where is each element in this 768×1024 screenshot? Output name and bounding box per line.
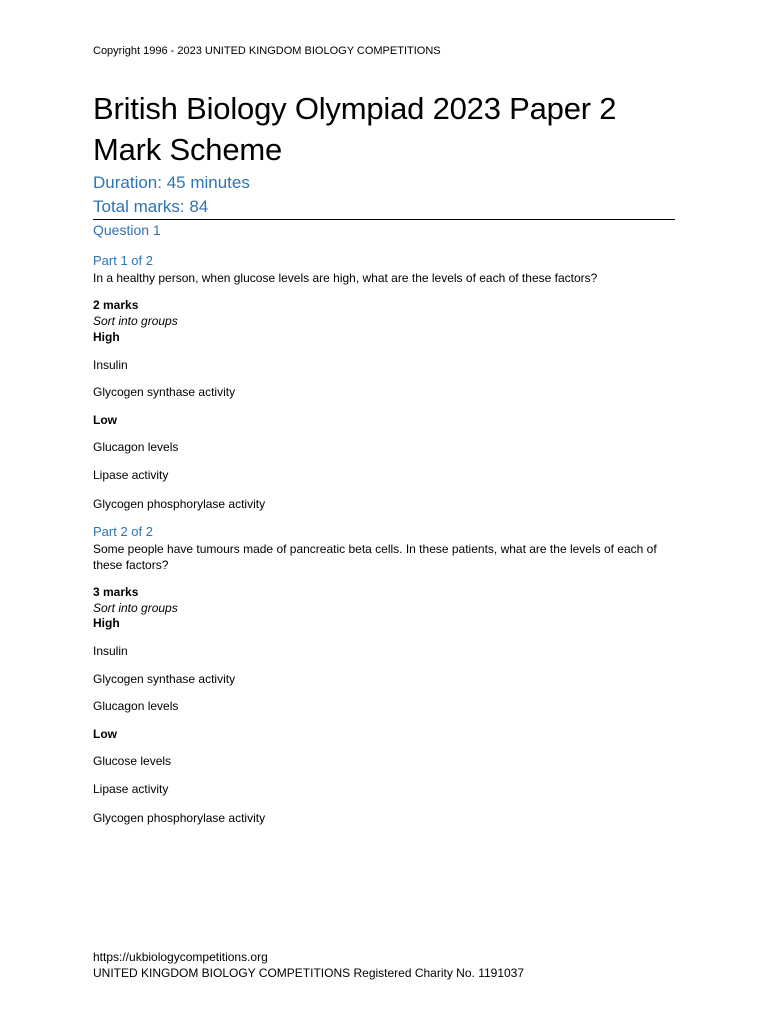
part-2-high-item[interactable]: Glucagon levels bbox=[93, 699, 179, 713]
footer-charity-notice: UNITED KINGDOM BIOLOGY COMPETITIONS Registered Charity No. 1191037 bbox=[93, 966, 525, 980]
part-1-instruction: Sort into groups bbox=[93, 314, 178, 328]
part-1-prompt: In a healthy person, when glucose levels are high, what are the levels of each of these factors? bbox=[93, 271, 598, 285]
part-1-group-low-label: Low bbox=[93, 413, 117, 427]
document-page bbox=[93, 0, 675, 1024]
heading-divider bbox=[93, 219, 675, 220]
document-title: British Biology Olympiad 2023 Paper 2 Mark Scheme bbox=[93, 91, 617, 167]
footer-website-url[interactable]: https://ukbiologycompetitions.org bbox=[93, 950, 268, 964]
part-2-low-item[interactable]: Glucose levels bbox=[93, 754, 172, 768]
copyright-notice: Copyright 1996 - 2023 UNITED KINGDOM BIOLOGY COMPETITIONS bbox=[93, 45, 441, 57]
part-2-marks: 3 marks bbox=[93, 585, 139, 599]
part-2-low-item[interactable]: Glycogen phosphorylase activity bbox=[93, 811, 266, 825]
total-marks-text: Total marks: 84 bbox=[93, 197, 209, 216]
part-2-low-item[interactable]: Lipase activity bbox=[93, 782, 169, 796]
part-1-heading: Part 1 of 2 bbox=[93, 253, 153, 268]
part-2-group-low-label: Low bbox=[93, 727, 117, 741]
part-1-high-item[interactable]: Glycogen synthase activity bbox=[93, 385, 236, 399]
duration-text: Duration: 45 minutes bbox=[93, 173, 250, 192]
part-2-instruction: Sort into groups bbox=[93, 601, 178, 615]
part-1-high-item[interactable]: Insulin bbox=[93, 358, 128, 372]
part-2-heading: Part 2 of 2 bbox=[93, 524, 153, 539]
question-heading: Question 1 bbox=[93, 222, 161, 238]
part-2-high-item[interactable]: Insulin bbox=[93, 644, 128, 658]
part-1-marks: 2 marks bbox=[93, 298, 139, 312]
part-1-low-item[interactable]: Glucagon levels bbox=[93, 440, 179, 454]
part-2-prompt: Some people have tumours made of pancreatic beta cells. In these patients, what are the levels of each of these factors? bbox=[93, 542, 657, 572]
part-1-low-item[interactable]: Glycogen phosphorylase activity bbox=[93, 497, 266, 511]
part-1-group-high-label: High bbox=[93, 330, 120, 344]
part-2-group-high-label: High bbox=[93, 616, 120, 630]
part-1-low-item[interactable]: Lipase activity bbox=[93, 468, 169, 482]
part-2-high-item[interactable]: Glycogen synthase activity bbox=[93, 672, 236, 686]
